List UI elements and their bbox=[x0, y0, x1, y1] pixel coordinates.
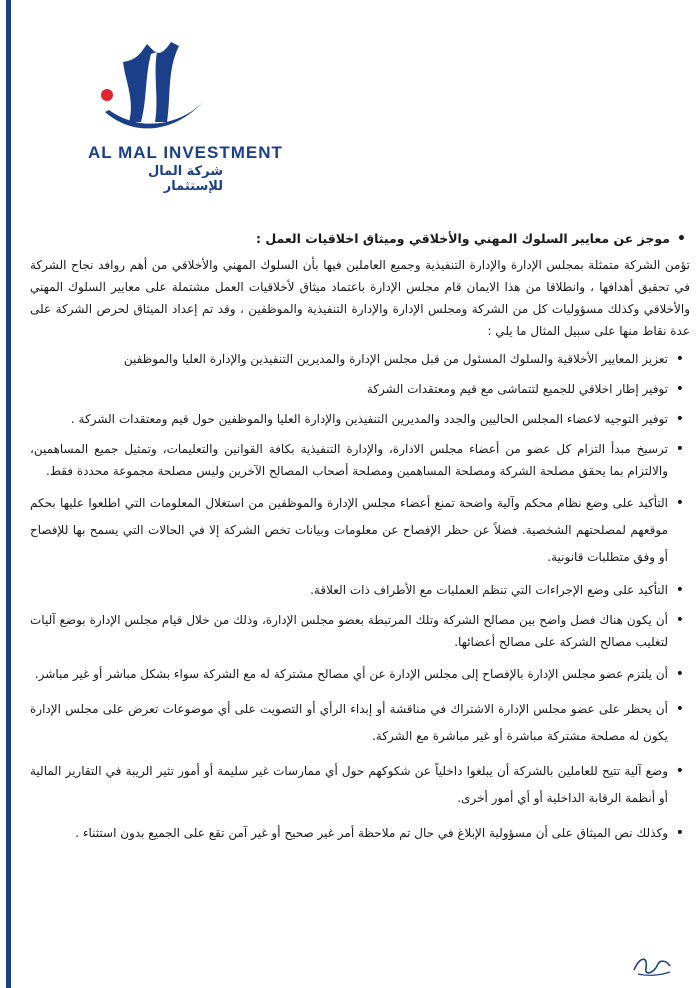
intro-paragraph: تؤمن الشركة متمثلة بمجلس الإدارة والإدارة التنفيذية وجميع العاملين فيها بأن السلوك المهني والأخلاقي من أهم روافد نجاح الشركة في تحقيق أهدافها ، وانطلاقا من هذا الايمان قام مجلس الإدارة باعتماد ميثاق لأخلاقيات العمل مشتملة على معايير السلوك المهني والأخلاقي وكذلك مسؤوليات كل من الشركة ومجلس الإدارة والإدارة التنفيذية والموظفين ، وقد تم إعداد الميثاق لحرص الشركة على عدة نقاط منها على سبيل المثال ما يلي : bbox=[30, 258, 690, 338]
points-list bbox=[30, 348, 690, 847]
page-edge-bar bbox=[6, 0, 11, 988]
brand-name-ar: شركة المال للإستثمار bbox=[147, 164, 223, 194]
signature-mark bbox=[630, 950, 674, 980]
list-item: • تعزيز المعايير الأخلاقية والسلوك المسئول من قبل مجلس الإدارة والمديرين التنفيذين والإدارة العليا والموظفين bbox=[30, 348, 690, 370]
logo-dot bbox=[101, 89, 113, 101]
section-heading: • موجز عن معايير السلوك المهني والأخلاقي وميثاق اخلاقيات العمل : bbox=[30, 228, 690, 250]
list-item: • التأكيد على وضع نظام محكم وآلية واضحة تمنع أعضاء مجلس الإدارة والموظفين من استغلال المعلومات التي اطلعوا عليها بحكم موقعهم لمصلحتهم الشخصية. فضلاً عن حظر الإفصاح عن معلومات وبيانات تخص الشركة إلا في الحالات التي يسمح بها للإفصاح أو وفق متطلبات قانونية. bbox=[30, 490, 690, 571]
list-item: • التأكيد على وضع الإجراءات التي تنظم العمليات مع الأطراف ذات العلاقة. bbox=[30, 579, 690, 601]
document-body bbox=[30, 228, 690, 855]
list-item: • أن يحظر على عضو مجلس الإدارة الاشتراك في مناقشة أو إبداء الرأي أو التصويت على أي موضوعات تعرض على مجلس الإدارة يكون له مصلحة مشتركة مباشرة أو غير مباشرة مع الشركة. bbox=[30, 696, 690, 750]
list-item: • ترسيخ مبدأ التزام كل عضو من أعضاء مجلس الادارة، والإدارة التنفيذية بكافة القوانين والتعليمات، وتمثيل جميع المساهمين، والالتزام بما يحقق مصلحة الشركة ومصلحة المساهمين ومصلحة أصحاب المصالح الآخرين وليس مصلحة مجموعة محددة فقط. bbox=[30, 438, 690, 482]
list-item: • وكذلك نص الميثاق على أن مسؤولية الإبلاغ في حال تم ملاحظة أمر غير صحيح أو غير آمن تقع على الجميع بدون استثناء . bbox=[30, 820, 690, 847]
list-item: • توفير إطار اخلاقي للجميع لتتماشى مع قيم ومعتقدات الشركة bbox=[30, 378, 690, 400]
list-item: • أن يكون هناك فصل واضح بين مصالح الشركة وتلك المرتبطة بعضو مجلس الإدارة، وذلك من خلال قيام مجلس الإدارة بوضع آليات لتغليب مصالح الشركة على مصالح أعضائها. bbox=[30, 609, 690, 653]
company-logo bbox=[95, 40, 205, 140]
brand-name-en: AL MAL INVESTMENT bbox=[88, 143, 283, 162]
list-item: • أن يلتزم عضو مجلس الإدارة بالإفصاح إلى مجلس الإدارة عن أي مصالح مشتركة له مع الشركة سواء بشكل مباشر أو غير مباشر. bbox=[30, 661, 690, 688]
list-item: • توفير التوجيه لاعضاء المجلس الحاليين والجدد والمديرين التنفيذين والإدارة العليا والموظفين حول قيم ومعتقدات الشركة . bbox=[30, 408, 690, 430]
list-item: • وضع آلية تتيح للعاملين بالشركة أن يبلغوا داخلياً عن شكوكهم حول أي ممارسات غير سليمة أو أمور تثير الريبة في التقارير المالية أو أنظمة الرقابة الداخلية أو أي أمور أخرى. bbox=[30, 758, 690, 812]
logo-swoosh bbox=[105, 102, 203, 128]
logo-mark bbox=[123, 42, 179, 122]
